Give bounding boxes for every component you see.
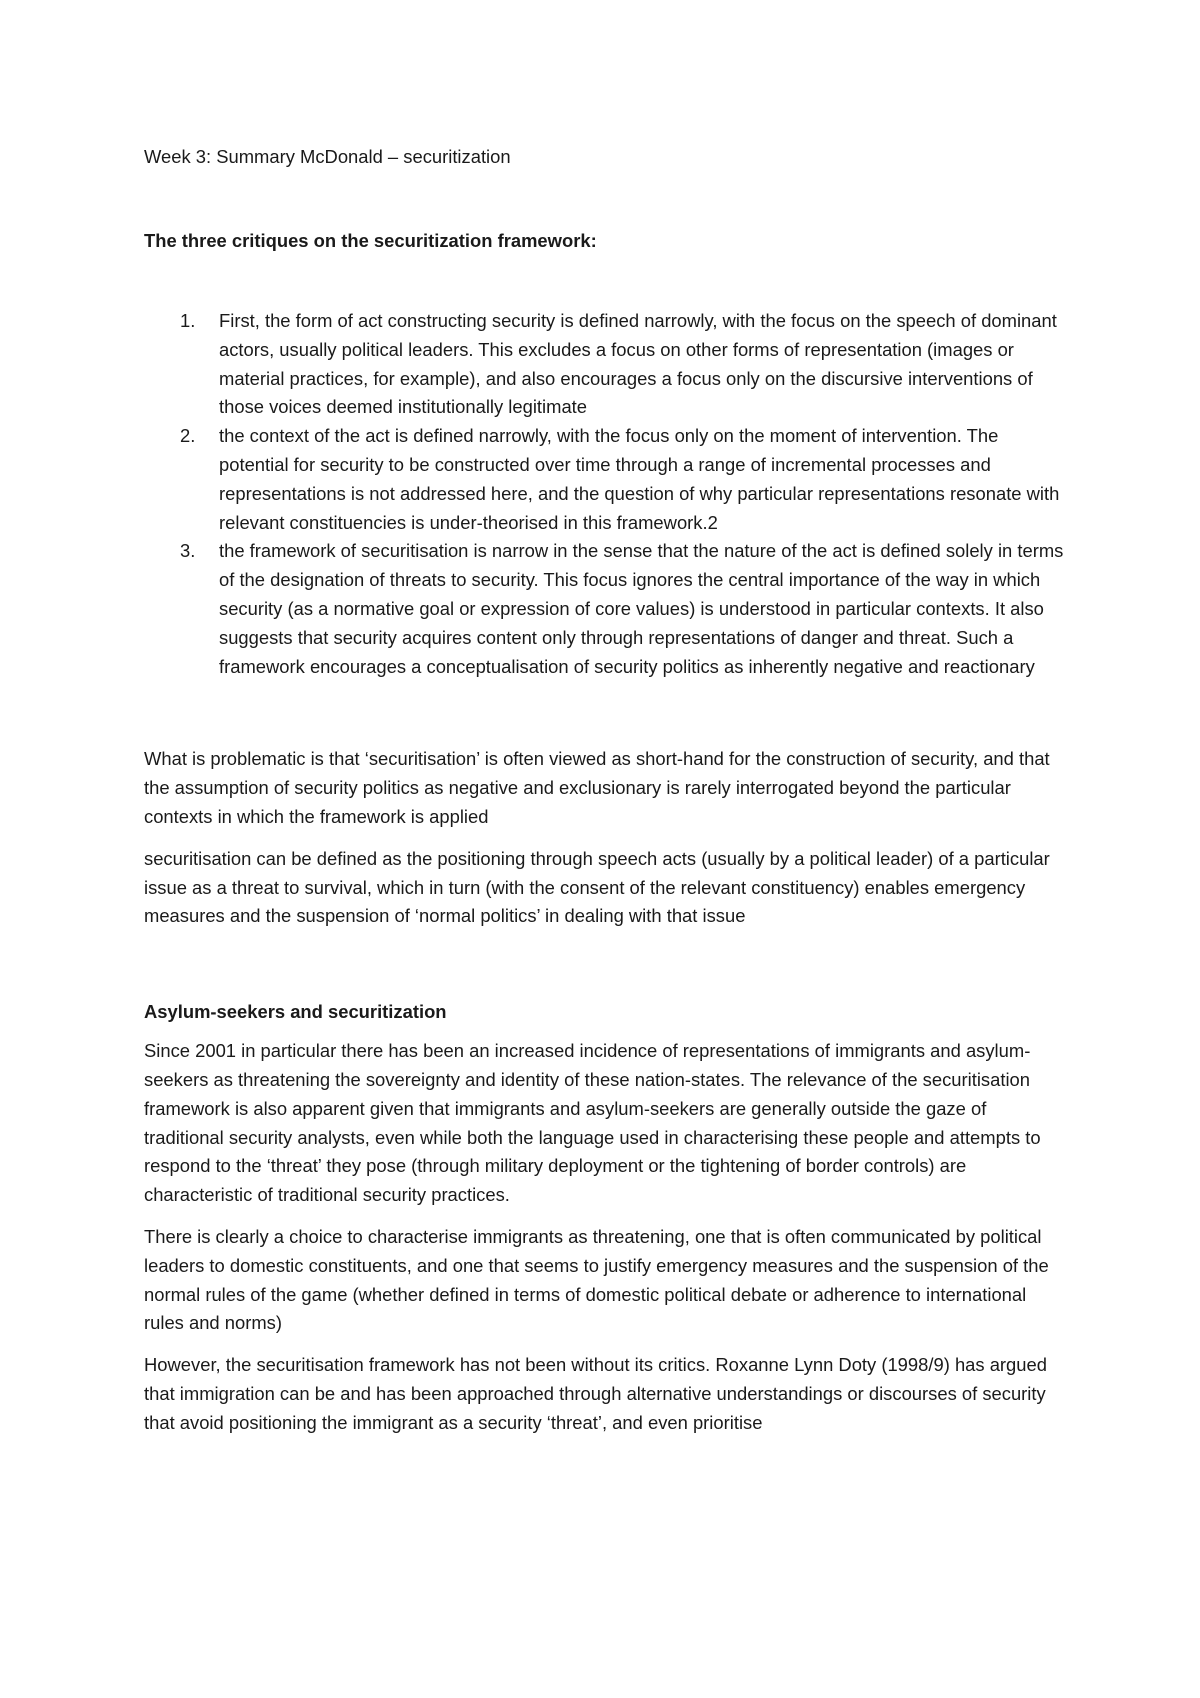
- asylum-paragraph: However, the securitisation framework has not been without its critics. Roxanne Lynn Doty (1998/9) has argued that immigration can be and has been approached through alternative understandings or discourses of security that avoid positioning the immigrant as a security ‘threat’, and even prioritise: [144, 1354, 1047, 1433]
- problem-paragraph: What is problematic is that ‘securitisation’ is often viewed as short-hand for the construction of security, and that the assumption of security politics as negative and exclusionary is rarely interrogated beyond the particular contexts in which the framework is applied: [144, 748, 1050, 827]
- critique-text: First, the form of act constructing security is defined narrowly, with the focus on the speech of dominant actors, usually political leaders. This excludes a focus on other forms of representation (images or material practices, for example), and also encourages a focus only on the discursive interventions of those voices deemed institutionally legitimate: [219, 310, 1057, 418]
- definition-paragraph: securitisation can be defined as the positioning through speech acts (usually by a political leader) of a particular issue as a threat to survival, which in turn (with the consent of the relevant constituency) enables emergency measures and the suspension of ‘normal politics’ in dealing with that issue: [144, 847, 1050, 927]
- asylum-heading: Asylum-seekers and securitization: [144, 1001, 447, 1023]
- critiques-list: [144, 307, 1068, 681]
- critique-number: 1.: [180, 310, 196, 331]
- asylum-paragraph: There is clearly a choice to characterise immigrants as threatening, one that is often communicated by political leaders to domestic constituents, and one that seems to justify emergency measures and the suspension of the normal rules of the game (whether defined in terms of domestic political debate or adherence to international rules and norms): [144, 1225, 1049, 1334]
- critique-text: the context of the act is defined narrowly, with the focus only on the moment of intervention. The potential for security to be constructed over time through a range of incremental processes and representations is not addressed here, and the question of why particular representations resonate with relevant constituencies is under-theorised in this framework.2: [219, 425, 1060, 533]
- critique-item: [144, 307, 1068, 422]
- document-page: [144, 146, 1068, 1438]
- document-title: Week 3: Summary McDonald – securitization: [144, 146, 511, 167]
- critiques-heading: The three critiques on the securitization framework:: [144, 230, 597, 251]
- critique-text: the framework of securitisation is narrow in the sense that the nature of the act is defined solely in terms of the designation of threats to security. This focus ignores the central importance of the way in which security (as a normative goal or expression of core values) is understood in particular contexts. It also suggests that security acquires content only through representations of danger and threat. Such a framework encourages a conceptualisation of security politics as inherently negative and reactionary: [219, 540, 1064, 677]
- asylum-paragraph: Since 2001 in particular there has been an increased incidence of representations of immigrants and asylum-seekers as threatening the sovereignty and identity of these nation-states. The relevance of the securitisation framework is also apparent given that immigrants and asylum-seekers are generally outside the gaze of traditional security analysts, even while both the language used in characterising these people and attempts to respond to the ‘threat’ they pose (through military deployment or the tightening of border controls) are characteristic of traditional security practices.: [144, 1040, 1041, 1206]
- critique-number: 3.: [180, 540, 196, 562]
- critique-number: 2.: [180, 425, 196, 447]
- critique-item: [144, 422, 1068, 537]
- critique-item: [144, 537, 1068, 681]
